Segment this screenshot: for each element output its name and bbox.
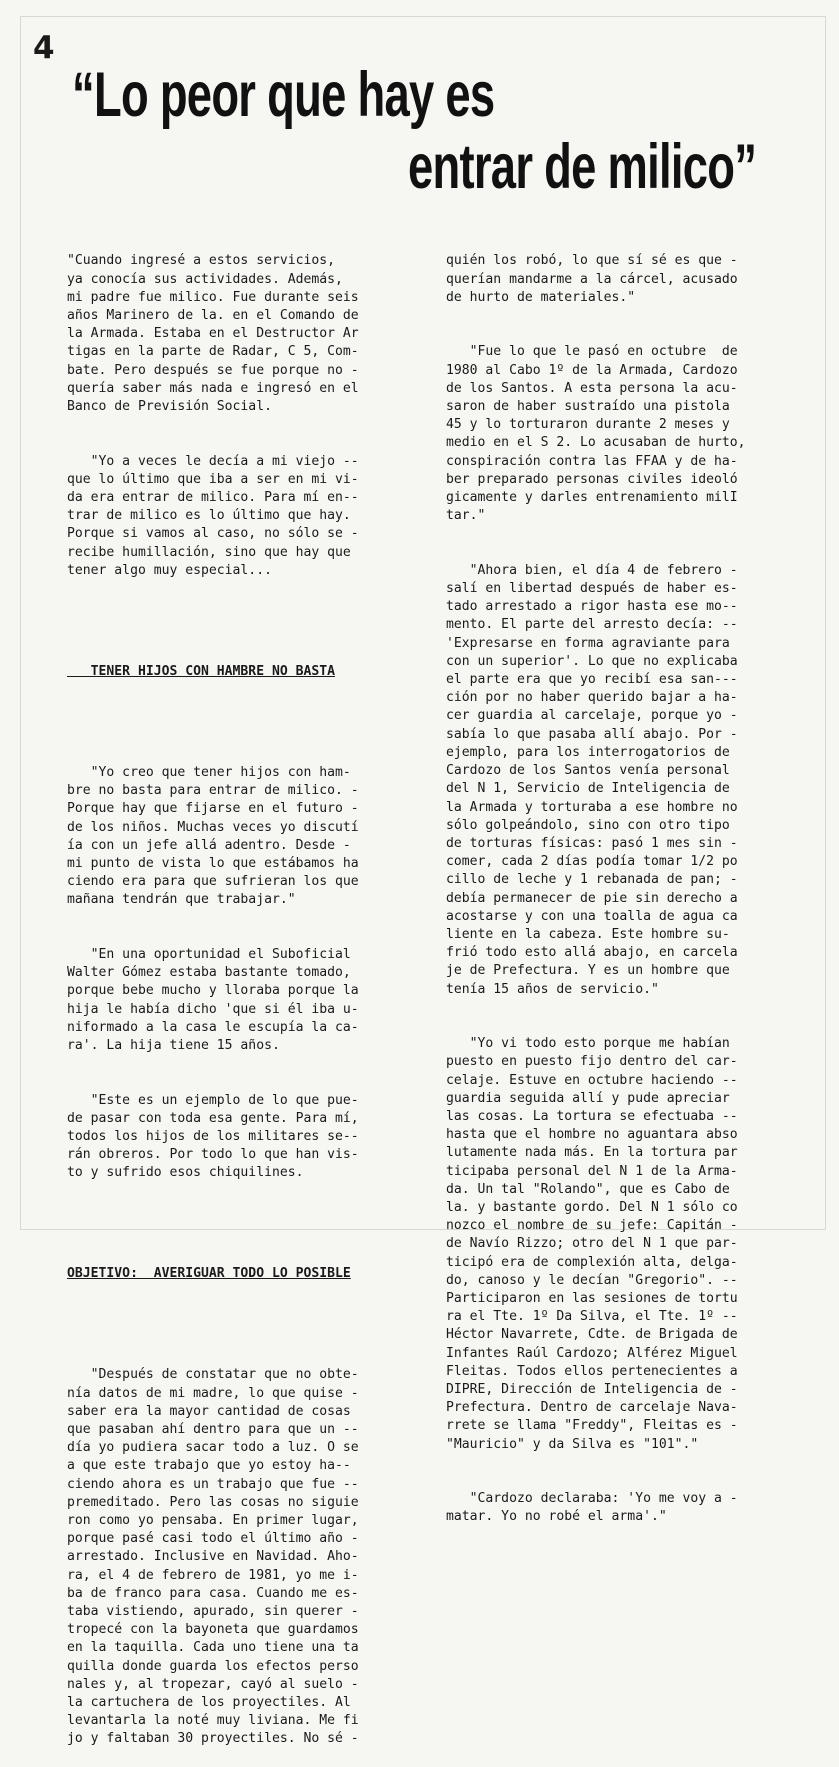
paragraph: "Yo vi todo esto porque me habían puesto en puesto fijo dentro del car- celaje. Estuve en octubre haciendo -- guardia seguida allí y pude apreciar las cosas. La tortura se efectuaba -- hasta que el hombre no aguantara abso lutamente nada más. En la tortura par ticipaba personal del N 1 de la Arma- da. Un tal "Rolando", que es Cabo de la. y bastante gordo. Del N 1 sólo co nozco el nombre de su jefe: Capitán - de Navío Rizzo; otro del N 1 que par- ticipó era de complexión alta, delga- do, canoso y le decían "Gregorio". -- Participaron en las sesiones de tortu ra el Tte. 1º Da Silva, el Tte. 1º -- Héctor Navarrete, Cdte. de Brigada de Infantes Raúl Cardozo; Alférez Miguel Fleitas. Todos ellos pertenecientes a DIPRE, Dirección de Inteligencia de - Prefectura. Dentro de carcelaje Nava- rrete se llama "Freddy", Fleitas es - "Mauricio" y da Silva es "101"." (446, 1036, 738, 1452)
subheading: OBJETIVO: AVERIGUAR TODO LO POSIBLE (67, 1266, 351, 1282)
paragraph: "Cuando ingresé a estos servicios, ya conocía sus actividades. Además, mi padre fue milico. Fue durante seis años Marinero de la. en el Comando de la Armada. Estaba en el Destructor Ar tigas en la parte de Radar, C 5, Com- bate. Pero después se fue porque no - quería saber más nada e ingresó en el Banco de Previsión Social. (67, 253, 359, 415)
paragraph: "Yo a veces le decía a mi viejo -- que lo último que iba a ser en mi vi- da era entrar de milico. Para mí en-- trar de milico es lo último que hay. Porque si vamos al caso, no sólo se - recibe humillación, sino que hay que tener algo muy especial... (67, 453, 359, 578)
paragraph: "Yo creo que tener hijos con ham- bre no basta para entrar de milico. - Porque hay que fijarse en el futuro - de los niños. Muchas veces yo discutí ía con un jefe allá adentro. Desde - mi punto de vista lo que estábamos ha ciendo era para que sufrieran los que mañana tendrán que trabajar." (67, 764, 359, 908)
headline-line-2: entrar de milico” (408, 132, 757, 202)
paragraph: "En una oportunidad el Suboficial Walter Gómez estaba bastante tomado, porque bebe mucho y lloraba porque la hija le había dicho 'que si él iba u- niformado a la casa le escupía la ca- ra'. La hija tiene 15 años. (67, 946, 359, 1053)
page-number: 4 (33, 30, 55, 66)
paragraph: "Fue lo que le pasó en octubre de 1980 al Cabo 1º de la Armada, Cardozo de los Santos. A esta persona la acu- saron de haber sustraído una pistola 45 y lo torturaron durante 2 meses y medio en el S 2. Lo acusaban de hurto, conspiración contra las FFAA y de ha- ber preparado personas civiles ideoló gicamente y darles entrenamiento milI tar." (446, 344, 746, 524)
paragraph: "Después de constatar que no obte- nía datos de mi madre, lo que quise - saber era la mayor cantidad de cosas que pasaban ahí dentro para que un -- día yo pudiera sacar todo a luz. O se a que este trabajo que yo estoy ha-- ciendo ahora es un trabajo que fue -- premeditado. Pero las cosas no siguie ron como yo pensaba. En primer lugar, porque pasé casi todo el último año - arrestado. Inclusive en Navidad. Aho- ra, el 4 de febrero de 1981, yo me i- ba de franco para casa. Cuando me es- taba vistiendo, apurado, sin querer - tropecé con la bayoneta que guardamos en la taquilla. Cada uno tiene una ta quilla donde guarda los efectos perso nales y, al tropezar, cayó al suelo - la cartuchera de los proyectiles. Al levantarla la noté muy liviana. Me fi jo y faltaban 30 proyectiles. No sé - (67, 1367, 359, 1747)
paragraph: "Ahora bien, el día 4 de febrero - salí en libertad después de haber es- tado arrestado a rigor hasta ese mo-- mento. El parte del arresto decía: -- 'Expresarse en forma agraviante para con un superior'. Lo que no explicaba el parte era que yo recibí esa san--- ción por no haber querido bajar a ha- cer guardia al carcelaje, porque yo - sabía lo que pasaba allí abajo. Por - ejemplo, para los interrogatorios de Cardozo de los Santos venía personal del N 1, Servicio de Inteligencia de la Armada y torturaba a ese hombre no sólo golpeándolo, sino con otro tipo de torturas físicas: pasó 1 mes sin - comer, cada 2 días podía tomar 1/2 po cillo de leche y 1 rebanada de pan; - debía permanecer de pie sin derecho a acostarse y con una toalla de agua ca liente en la cabeza. Este hombre su- frió todo esto allá abajo, en carcela je de Prefectura. Y es un hombre que tenía 15 años de servicio." (446, 562, 738, 997)
left-column (67, 216, 359, 1767)
paragraph: "Este es un ejemplo de lo que pue- de pasar con toda esa gente. Para mí, todos los hijos de los militares se-- rán obreros. Por todo lo que han vis- to y sufrido esos chiquilines. (67, 1092, 359, 1181)
paragraph: quién los robó, lo que sí sé es que - querían mandarme a la cárcel, acusado de hurto de materiales." (446, 253, 738, 305)
subheading: TENER HIJOS CON HAMBRE NO BASTA (67, 663, 336, 679)
right-column (446, 216, 746, 1545)
headline-line-1: “Lo peor que hay es (72, 60, 495, 130)
paragraph: "Cardozo declaraba: 'Yo me voy a - matar. Yo no robé el arma'." (446, 1491, 738, 1525)
